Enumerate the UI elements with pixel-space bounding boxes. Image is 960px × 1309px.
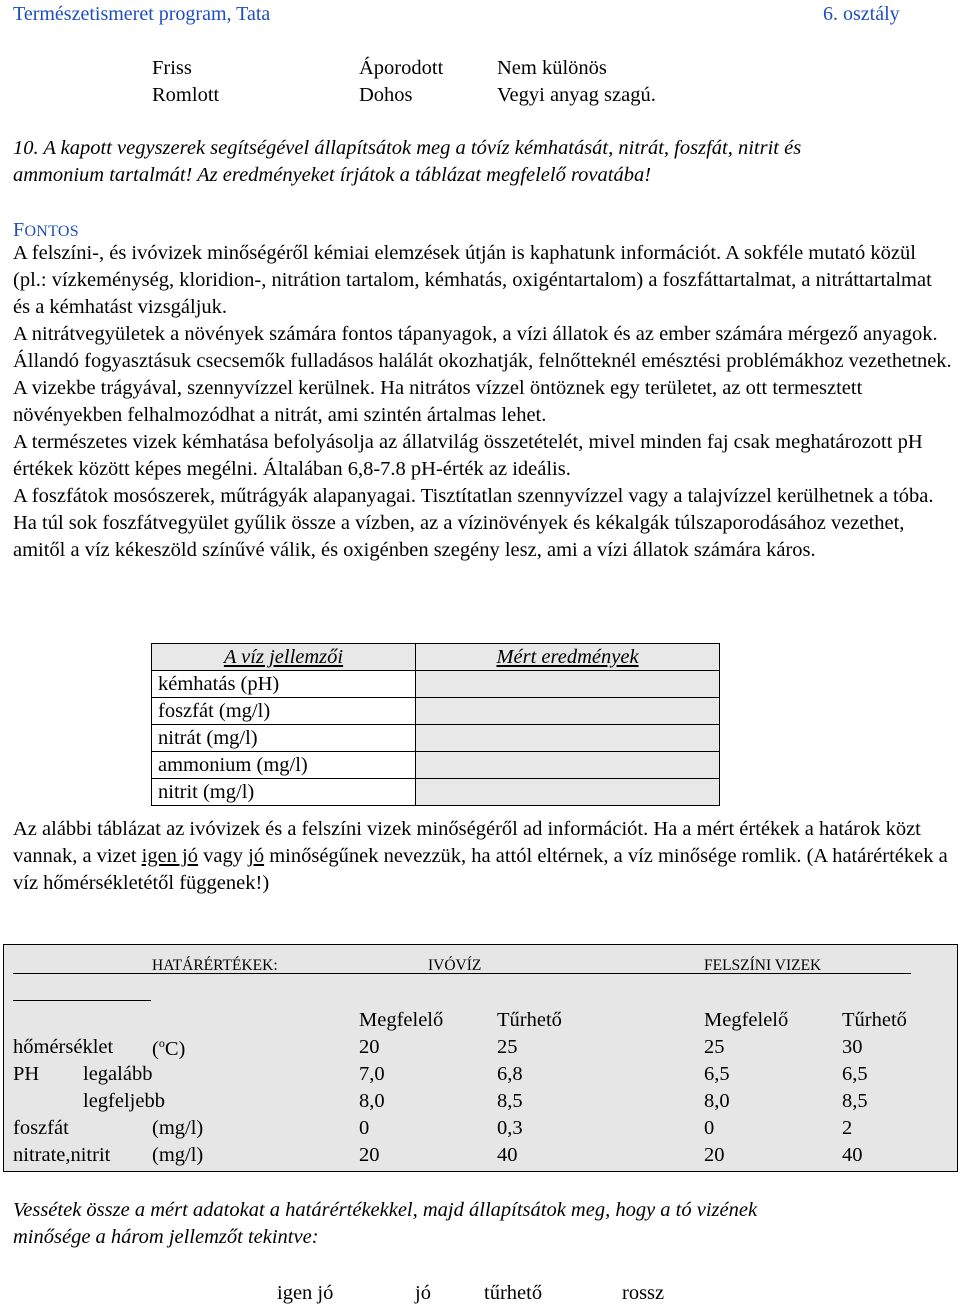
value-cell: 8,5 — [497, 1090, 523, 1112]
table-row — [152, 725, 720, 752]
choice-turheto[interactable]: tűrhető — [484, 1282, 543, 1304]
fontos-first-letter: F — [13, 219, 25, 241]
header-results: Mért eredmények — [416, 644, 720, 671]
odor-dohos: Dohos — [359, 84, 413, 106]
header-title: Természetismeret program, Tata — [13, 3, 271, 25]
compare-line2: minősége a három jellemzőt tekintve: — [13, 1226, 319, 1248]
limits-group-drinking: IVÓVÍZ — [428, 957, 482, 974]
header-characteristics: A víz jellemzői — [152, 644, 416, 671]
value-cell: 20 — [359, 1036, 380, 1058]
choice-rossz[interactable]: rossz — [622, 1282, 665, 1304]
value-cell: 40 — [842, 1144, 863, 1166]
choice-igen-jo[interactable]: igen jó — [277, 1282, 334, 1304]
value-cell: 6,8 — [497, 1063, 523, 1085]
measure-table-header — [152, 644, 720, 671]
limits-title: HATÁRÉRTÉKEK: — [152, 957, 278, 974]
info-paragraph-2: A nitrátvegyületek a növények számára fontos tápanyagok, a vízi állatok és az ember számára mérgező anyagok. Állandó fogyasztásuk csecsemők fulladásos halálát okozhatják, felnőtteknél emésztési problémákhoz vezethetnek. A vizekbe trágyával, szennyvízzel kerülnek. Ha nitrátos vízzel öntöznek egy területet, az ott termesztett növényekben felhalmozódhat a nitrát, ami szintén ártalmas lehet. — [13, 323, 952, 426]
value-cell: 8,0 — [704, 1090, 730, 1112]
row-nitrate-label: nitrate,nitrit — [13, 1144, 111, 1166]
value-cell: 0,3 — [497, 1117, 523, 1139]
info-paragraph-1: A felszíni-, és ivóvizek minőségéről kémiai elemzések útján is kaphatunk információt. A sokféle mutató közül (pl.: vízkeménység, kloridion-, nitrátion tartalom, kémhatás, oxigéntartalom) a foszfáttartalmat, a nitráttartalmat és a kémhatást vizsgáljuk. — [13, 242, 932, 318]
value-cell: 8,0 — [359, 1090, 385, 1112]
value-cell: 8,5 — [842, 1090, 868, 1112]
row-ph-label: PH — [13, 1063, 40, 1085]
row-label: nitrát (mg/l) — [152, 725, 416, 752]
value-cell: 0 — [359, 1117, 370, 1139]
table-row — [152, 698, 720, 725]
row-temperature-unit: ($^o$C) — [152, 1036, 186, 1060]
value-cell: 25 — [704, 1036, 725, 1058]
odor-aporodott: Áporodott — [359, 57, 444, 79]
intro-text-3: minőségűnek nevezzük, ha attól eltérnek, a víz minősége romlik. (A határértékek a víz hőmérsékletétől függenek!) — [13, 845, 948, 894]
value-cell: 6,5 — [842, 1063, 868, 1085]
value-cell: 30 — [842, 1036, 863, 1058]
task10-line2: ammonium tartalmát! Az eredményeket írjátok a táblázat megfelelő rovatába! — [13, 164, 652, 186]
limits-intro — [13, 816, 953, 897]
value-cell: 25 — [497, 1036, 518, 1058]
value-cell: 20 — [359, 1144, 380, 1166]
fontos-rest: ONTOS — [24, 223, 79, 240]
odor-vegyi: Vegyi anyag szagú. — [497, 84, 656, 106]
value-cell: 7,0 — [359, 1063, 385, 1085]
info-text — [13, 240, 953, 564]
row-phosphate-label: foszfát — [13, 1117, 69, 1139]
info-paragraph-3: A természetes vizek kémhatása befolyásolja az állatvilág összetételét, mivel minden faj csak meghatározott pH értékek között képes megélni. Általában 6,8-7.8 pH-érték az ideális. — [13, 431, 923, 480]
intro-jo: jó — [248, 845, 265, 867]
value-cell: 2 — [842, 1117, 853, 1139]
row-ph-max-unit: legfeljebb — [83, 1090, 165, 1112]
row-label: nitrit (mg/l) — [152, 779, 416, 806]
result-cell-nitrate[interactable] — [416, 725, 720, 752]
sub-surface-tolerable: Tűrhető — [842, 1009, 907, 1031]
intro-text-2: vagy — [198, 845, 249, 867]
row-label: kémhatás (pH) — [152, 671, 416, 698]
fontos-heading — [13, 219, 79, 242]
row-nitrate-unit: (mg/l) — [152, 1144, 204, 1166]
odor-friss: Friss — [152, 57, 192, 79]
row-temperature-label: hőmérséklet — [13, 1036, 114, 1058]
value-cell: 6,5 — [704, 1063, 730, 1085]
header-grade: 6. osztály — [823, 3, 900, 25]
table-row — [152, 671, 720, 698]
info-paragraph-4: A foszfátok mosószerek, műtrágyák alapanyagai. Tisztítatlan szennyvízzel vagy a talajvízzel kerülhetnek a tóba. Ha túl sok foszfátvegyület gyűlik össze a vízben, az a vízinövények és kékalgák túlszaporodásához vezethet, amitől a víz kékeszöld színűvé válik, és oxigénben szegény lesz, ami a vízi állatok számára káros. — [13, 485, 934, 561]
limits-short-rule — [13, 1000, 151, 1001]
intro-text-1: Az alábbi táblázat az ivóvizek és a felszíni vizek minőségéről ad információt. Ha a mért értékek a határok közt vannak, a vizet — [13, 818, 921, 867]
result-cell-phosphate[interactable] — [416, 698, 720, 725]
result-cell-nitrite[interactable] — [416, 779, 720, 806]
intro-igen-jo: igen jó — [141, 845, 199, 867]
sub-drinking-tolerable: Tűrhető — [497, 1009, 562, 1031]
row-phosphate-unit: (mg/l) — [152, 1117, 204, 1139]
limits-box — [3, 944, 958, 1172]
row-ph-min-unit: legalább — [83, 1063, 153, 1085]
value-cell: 0 — [704, 1117, 715, 1139]
compare-line1: Vessétek össze a mért adatokat a határértékekkel, majd állapítsátok meg, hogy a tó vizének — [13, 1199, 758, 1221]
table-row — [152, 779, 720, 806]
value-cell: 20 — [704, 1144, 725, 1166]
limits-group-surface: FELSZÍNI VIZEK — [704, 957, 822, 974]
odor-nem-kulonos: Nem különös — [497, 57, 607, 79]
choice-jo[interactable]: jó — [415, 1282, 431, 1304]
task10-line1: 10. A kapott vegyszerek segítségével állapítsátok meg a tóvíz kémhatását, nitrát, foszfát, nitrit és — [13, 137, 802, 159]
sub-surface-ok: Megfelelő — [704, 1009, 789, 1031]
row-label: foszfát (mg/l) — [152, 698, 416, 725]
result-cell-ph[interactable] — [416, 671, 720, 698]
sub-drinking-ok: Megfelelő — [359, 1009, 444, 1031]
odor-romlott: Romlott — [152, 84, 220, 106]
row-label: ammonium (mg/l) — [152, 752, 416, 779]
value-cell: 40 — [497, 1144, 518, 1166]
result-cell-ammonium[interactable] — [416, 752, 720, 779]
measure-table — [151, 643, 720, 806]
table-row — [152, 752, 720, 779]
